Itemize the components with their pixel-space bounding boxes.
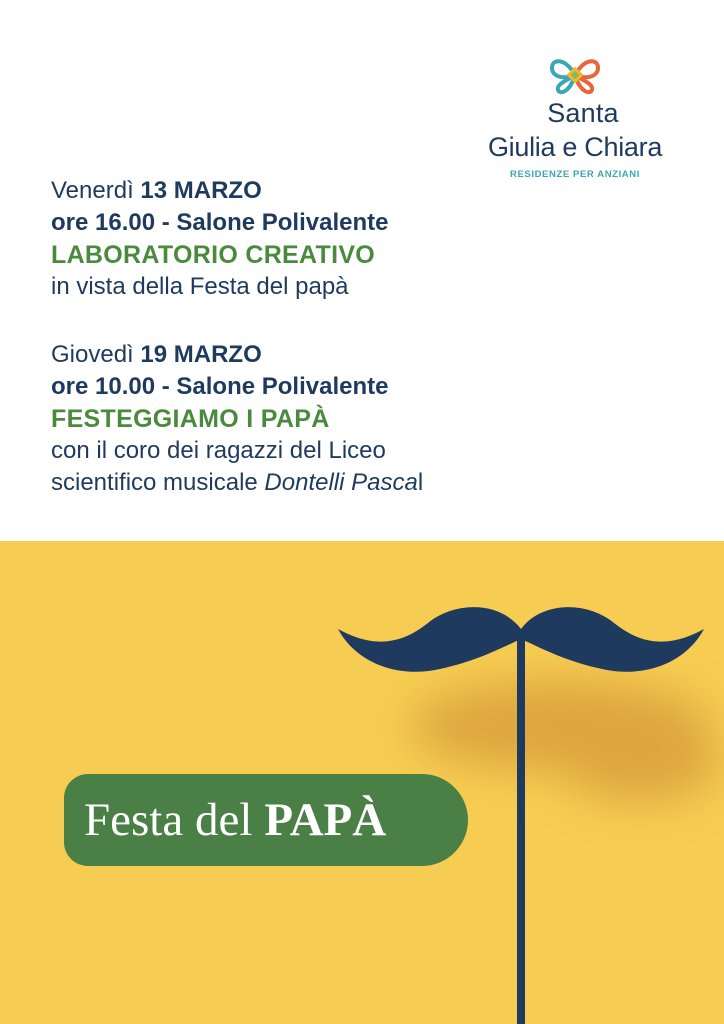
event-2-date-value: 19 MARZO	[140, 341, 262, 368]
festa-label	[64, 774, 468, 866]
event-2-description-prefix: scientifico musicale	[51, 469, 265, 496]
event-1-date	[51, 175, 388, 207]
festa-label-regular: Festa del	[84, 794, 253, 846]
event-2-time-place: ore 10.00 - Salone Polivalente	[51, 373, 389, 400]
logo-tagline: RESIDENZE PER ANZIANI	[510, 169, 640, 180]
event-1	[51, 175, 388, 303]
event-1-description: in vista della Festa del papà	[51, 273, 349, 300]
event-2-description-line2	[51, 467, 423, 499]
butterfly-logo-icon	[548, 54, 602, 96]
event-1-time-place: ore 16.00 - Salone Polivalente	[51, 209, 389, 236]
logo-name-line2: Giulia e Chiara	[487, 132, 663, 162]
event-2-description-line1: con il coro dei ragazzi del Liceo	[51, 437, 386, 464]
event-2-description-suffix: l	[417, 469, 424, 496]
logo-name-line1: Santa	[547, 98, 619, 128]
event-2-description-italic: Dontelli Pasca	[264, 469, 418, 496]
event-2-date	[51, 339, 423, 371]
festa-label-bold: PAPÀ	[264, 794, 387, 846]
event-2-title: FESTEGGIAMO I PAPÀ	[51, 405, 330, 433]
event-2	[51, 339, 423, 499]
event-1-title: LABORATORIO CREATIVO	[51, 241, 376, 269]
event-2-day: Giovedì	[51, 341, 134, 368]
logo	[468, 52, 682, 184]
event-1-date-value: 13 MARZO	[140, 177, 262, 204]
event-1-day: Venerdì	[51, 177, 134, 204]
